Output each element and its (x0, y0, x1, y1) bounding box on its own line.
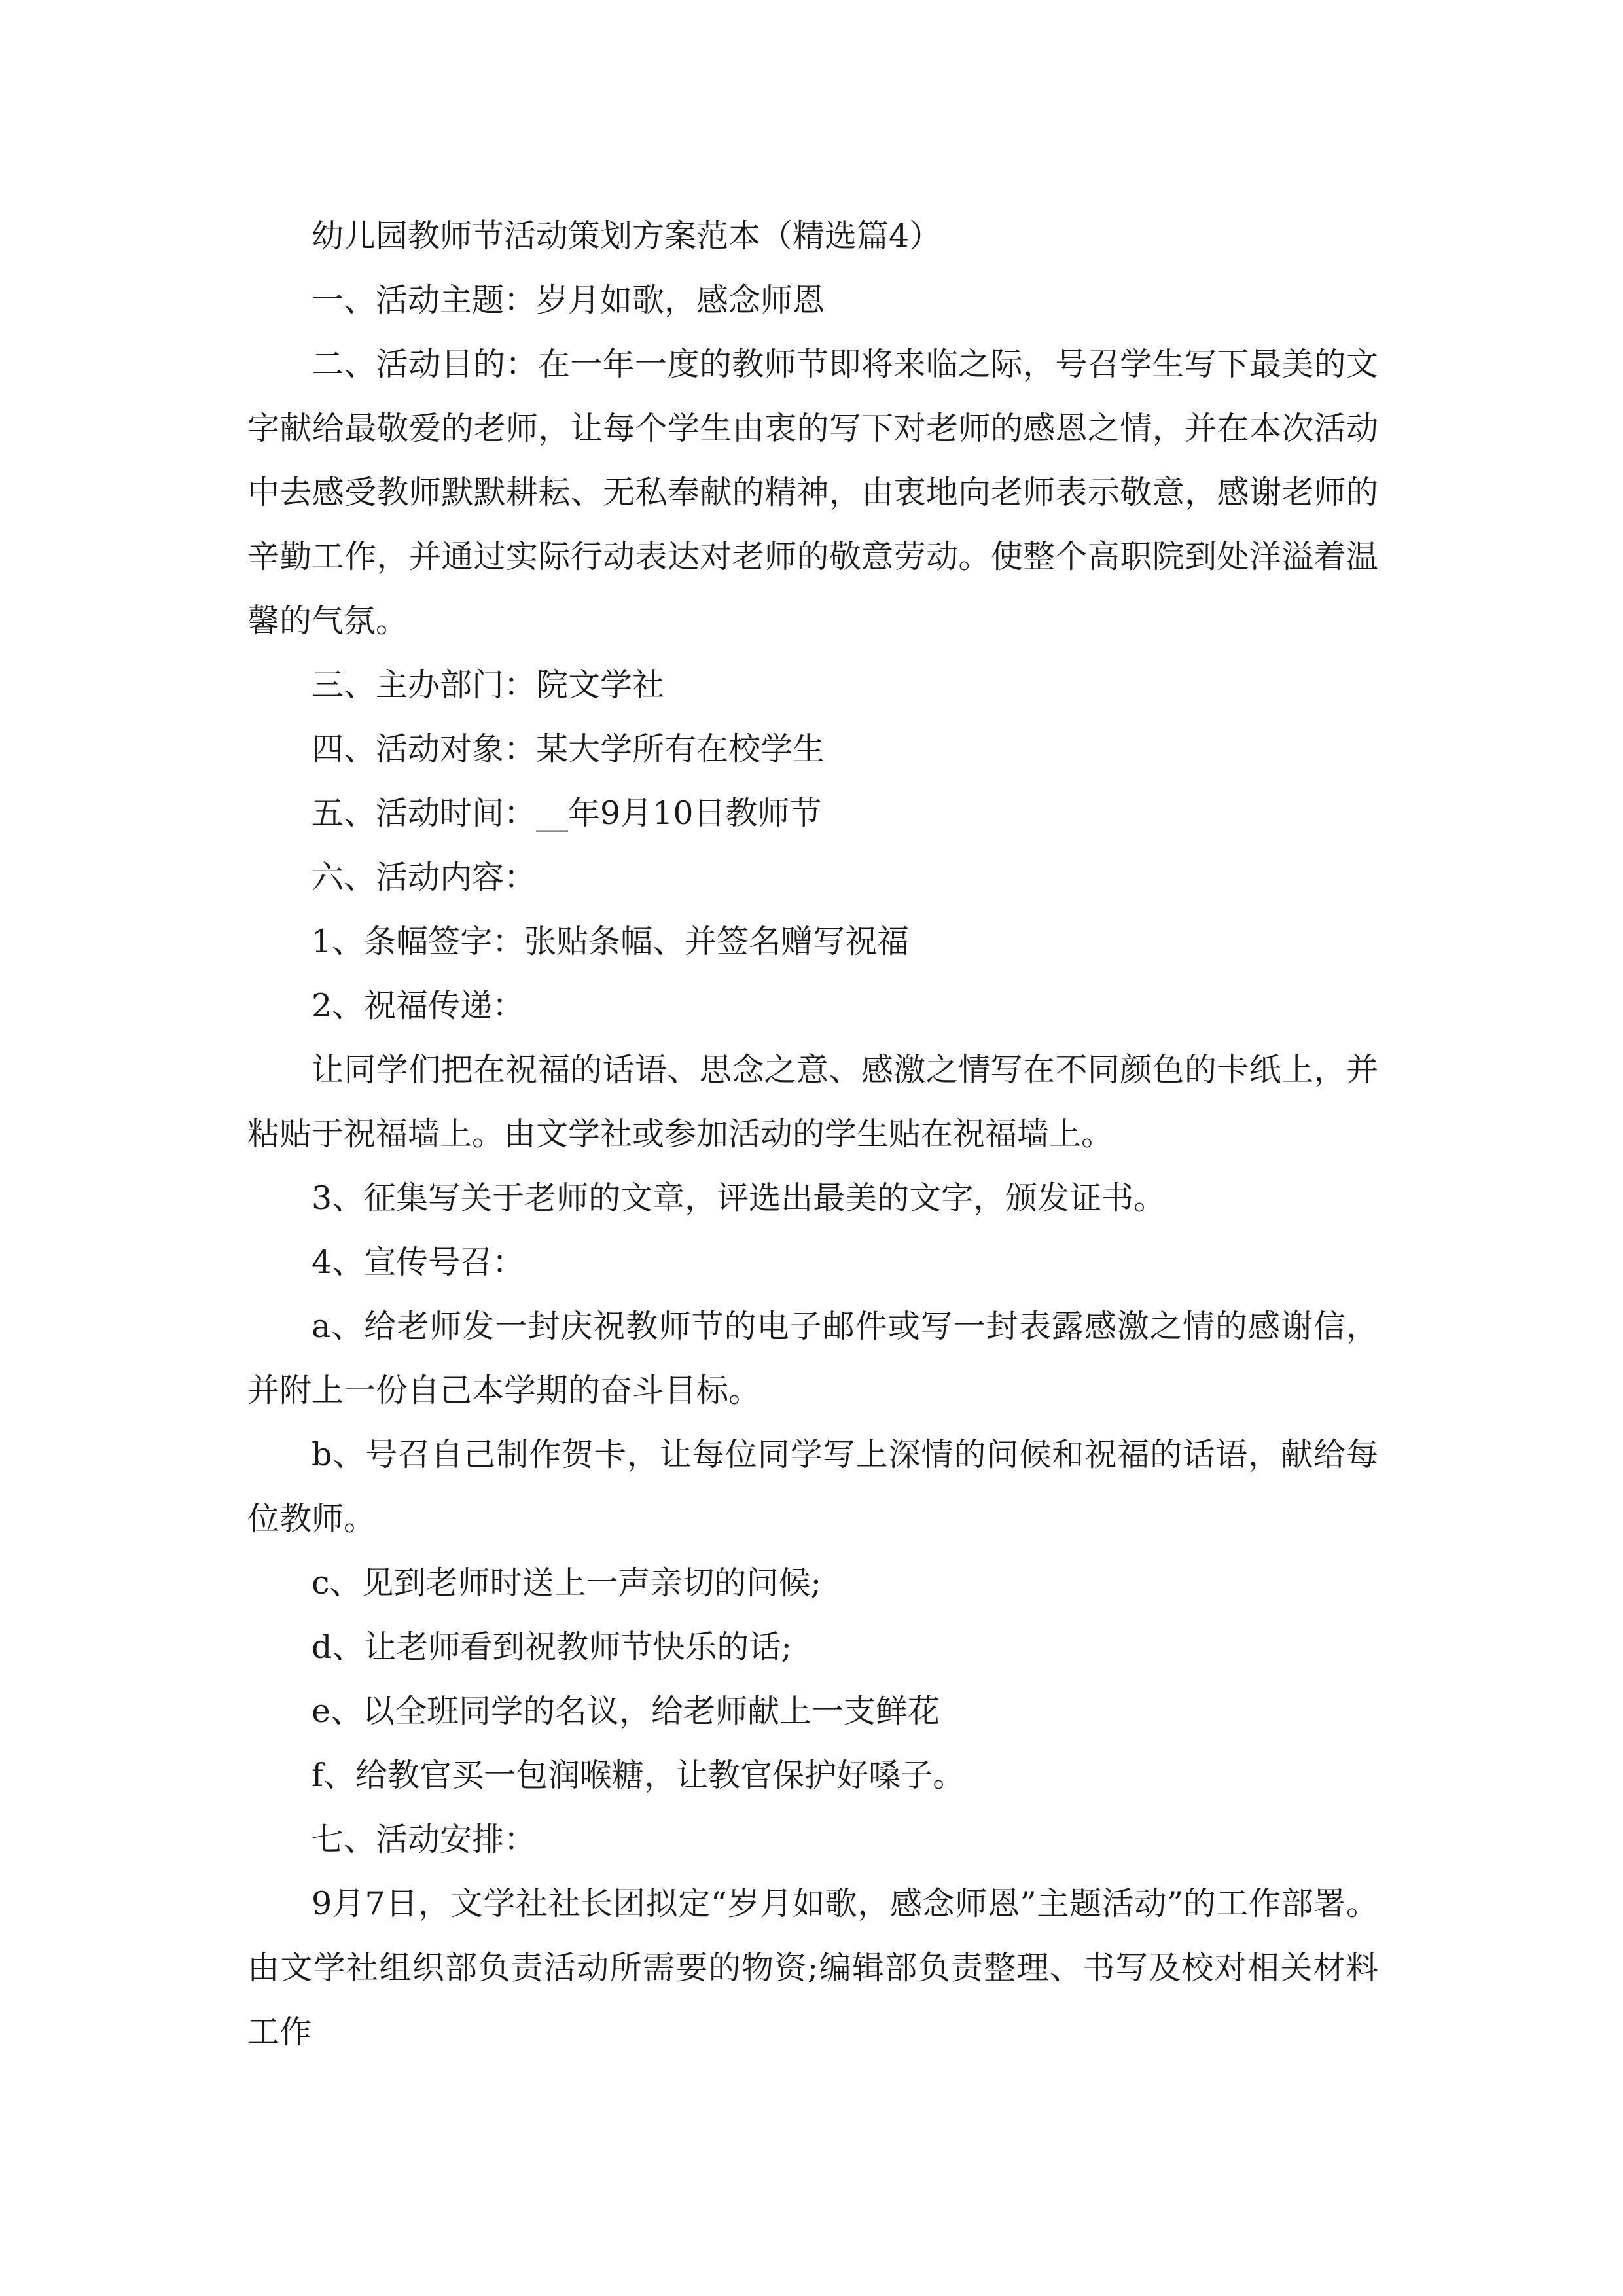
paragraph-participants: 四、活动对象：某大学所有在校学生 (312, 730, 825, 768)
paragraph-item-1: 1、条幅签字：张贴条幅、并签名赠写祝福 (312, 923, 910, 960)
paragraph-item-c: c、见到老师时送上一声亲切的问候; (312, 1564, 821, 1602)
paragraph-item-a: a、给老师发一封庆祝教师节的电子邮件或写一封表露感激之情的感谢信，并附上一份自己本学期的奋斗目标。 (247, 1308, 1378, 1409)
paragraph-item-2-detail: 让同学们把在祝福的话语、思念之意、感激之情写在不同颜色的卡纸上，并粘贴于祝福墙上。由文学社或参加活动的学生贴在祝福墙上。 (247, 1051, 1378, 1153)
paragraph-arrangement-heading: 七、活动安排： (312, 1821, 537, 1858)
paragraph-item-b: b、号召自己制作贺卡，让每位同学写上深情的问候和祝福的话语，献给每位教师。 (247, 1436, 1378, 1537)
paragraph-item-d: d、让老师看到祝教师节快乐的话; (312, 1628, 792, 1666)
paragraph-item-3: 3、征集写关于老师的文章，评选出最美的文字，颁发证书。 (312, 1179, 1166, 1217)
paragraph-activity-content-heading: 六、活动内容： (312, 859, 537, 896)
paragraph-item-4: 4、宣传号召： (312, 1244, 525, 1281)
paragraph-item-2: 2、祝福传递： (312, 987, 525, 1024)
paragraph-activity-theme: 一、活动主题：岁月如歌，感念师恩 (312, 281, 825, 319)
paragraph-item-f: f、给教官买一包润喉糖，让教官保护好嗓子。 (312, 1757, 965, 1794)
paragraph-activity-purpose: 二、活动目的：在一年一度的教师节即将来临之际，号召学生写下最美的文字献给最敬爱的老师，让每个学生由衷的写下对老师的感恩之情，并在本次活动中去感受教师默默耕耘、无私奉献的精神，由衷地向老师表示敬意，感谢老师的辛勤工作，并通过实际行动表达对老师的敬意劳动。使整个高职院到处洋溢着温馨的气氛。 (247, 346, 1378, 639)
document-title: 幼儿园教师节活动策划方案范本（精选篇4） (312, 217, 942, 255)
paragraph-activity-time: 五、活动时间：__年9月10日教师节 (312, 795, 822, 832)
paragraph-arrangement-detail: 9月7日，文学社社长团拟定“岁月如歌，感念师恩”主题活动”的工作部署。由文学社组织部负责活动所需要的物资;编辑部负责整理、书写及校对相关材料工作 (247, 1885, 1378, 2051)
paragraph-organizer: 三、主办部门：院文学社 (312, 666, 665, 704)
paragraph-item-e: e、以全班同学的名议，给老师献上一支鲜花 (312, 1693, 940, 1730)
document-body (247, 204, 1378, 2064)
